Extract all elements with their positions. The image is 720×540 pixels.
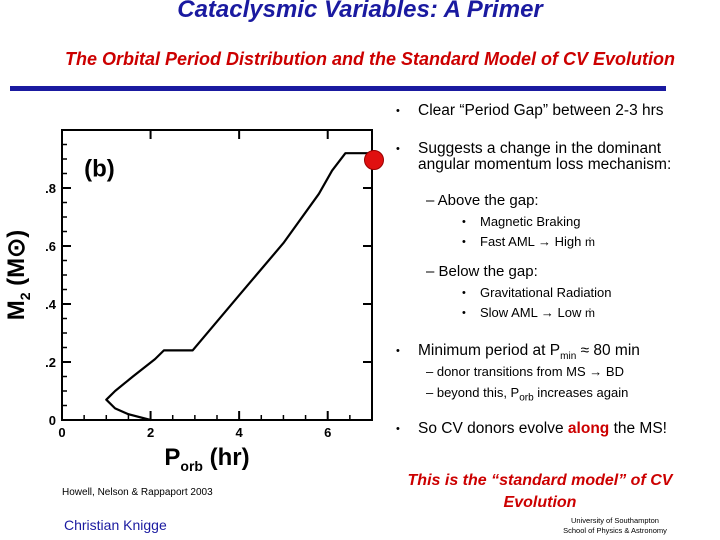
figure-reference: Howell, Nelson & Rappaport 2003 [62, 487, 213, 498]
bullet-text: So CV donors evolve along the MS! [418, 420, 667, 437]
sub-bullet-below: – Below the gap: [426, 263, 538, 280]
item-slow-aml [462, 305, 595, 321]
author-name: Christian Knigge [64, 517, 167, 533]
university-footer [555, 516, 675, 536]
x-axis-label: $P_{orb}$ (hr) [164, 444, 250, 474]
sub-bullet-beyond: – beyond this, $P_{orb}$ increases again [426, 385, 629, 404]
standard-model-caption: This is the “standard model” of CV Evolution [407, 472, 673, 511]
y-tick-label: .6 [45, 239, 56, 254]
item-grav-radiation [462, 285, 612, 301]
x-tick-label: 2 [146, 425, 155, 440]
bullet-dot: • [396, 423, 400, 435]
mdot-icon: ṁ [585, 306, 596, 320]
mass-period-chart [0, 95, 390, 485]
item-text: Slow AML → Low [480, 305, 582, 320]
y-tick-label: .8 [45, 181, 56, 196]
bullet-text: Minimum period at $P_{min} \approx 80$ min [418, 342, 640, 363]
x-tick-label: 0 [58, 425, 66, 440]
sub-bullet-above: – Above the gap: [426, 192, 539, 209]
bullet-dot: • [462, 236, 466, 248]
slide-title: Cataclysmic Variables: A Primer [177, 0, 543, 23]
item-text: Magnetic Braking [480, 214, 581, 229]
item-text: Fast AML → High [480, 234, 582, 249]
series-line [106, 153, 372, 420]
x-tick-label: 6 [324, 425, 332, 440]
y-tick-label: 0 [48, 413, 56, 428]
sub-bullet-donor: – donor transitions from MS → BD [426, 364, 624, 379]
panel-label: (b) [84, 155, 115, 183]
university-name: University of Southampton [571, 516, 659, 525]
y-tick-label: .4 [45, 297, 56, 312]
red-marker-dot [364, 150, 384, 170]
title-divider [10, 86, 666, 91]
item-text: Gravitational Radiation [480, 285, 612, 300]
bullet-dot: • [462, 216, 466, 228]
bullet-text: Suggests a change in the dominant angular momentum loss mechanism: [418, 140, 672, 173]
bullet-dot: • [462, 307, 466, 319]
item-fast-aml [462, 234, 595, 250]
slide-subtitle: The Orbital Period Distribution and the Standard Model of CV Evolution [64, 49, 675, 69]
y-axis-label: $M_2$ (M⊙) [3, 229, 33, 321]
school-name: School of Physics & Astronomy [563, 526, 667, 535]
bullet-dot: • [462, 287, 466, 299]
bullet-dot: • [396, 345, 400, 357]
bullet-dot: • [396, 105, 400, 117]
item-magnetic-braking [462, 214, 580, 230]
bullet-text: Clear “Period Gap” between 2-3 hrs [418, 102, 664, 119]
bullet-dot: • [396, 143, 400, 155]
mdot-icon: ṁ [585, 235, 596, 249]
y-tick-label: .2 [45, 355, 56, 370]
x-tick-label: 4 [235, 425, 243, 440]
